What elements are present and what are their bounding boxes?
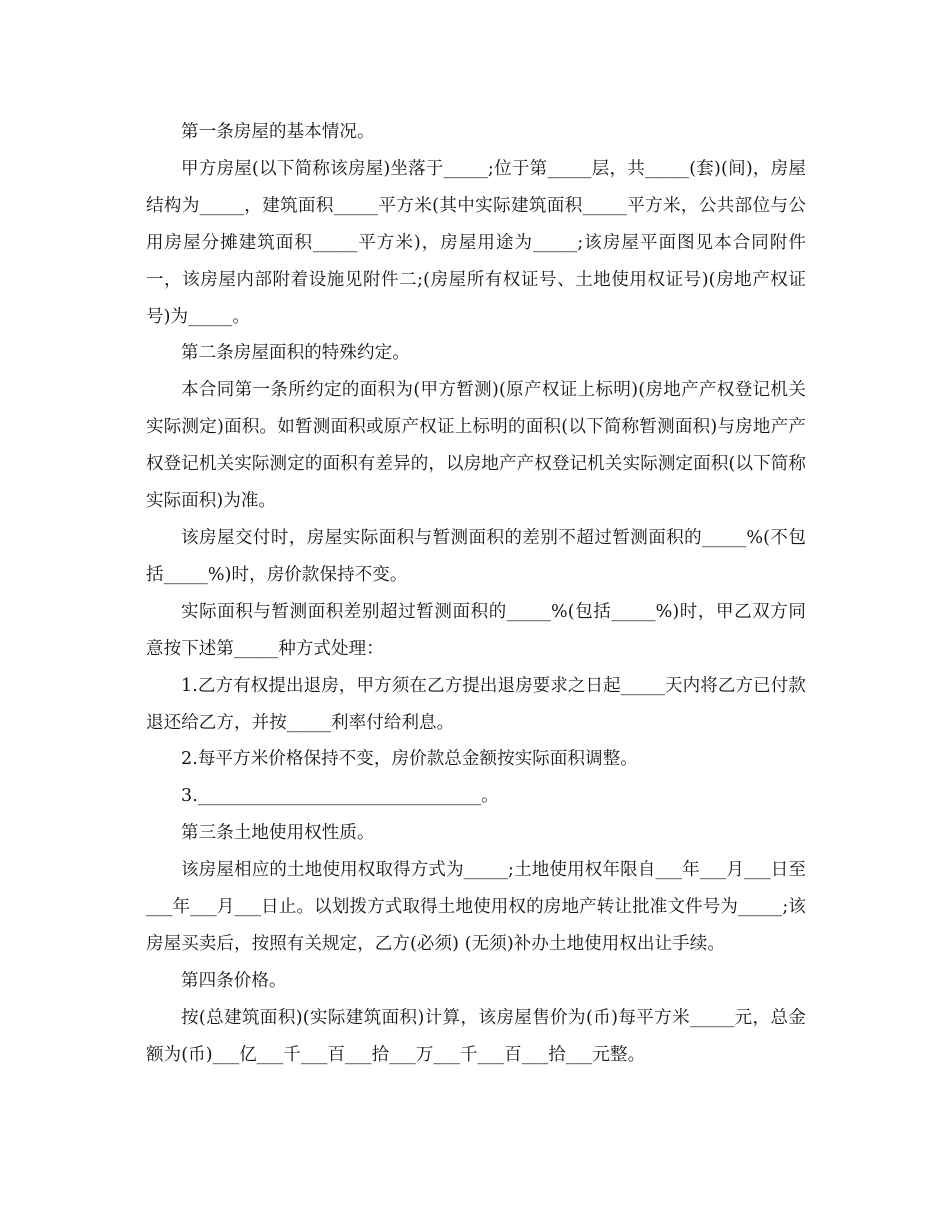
article-3-heading: 第三条土地使用权性质。 — [181, 823, 375, 844]
article-1-heading: 第一条房屋的基本情况。 — [181, 122, 375, 142]
article-2-option-2: 2.每平方米价格保持不变，房价款总金额按实际面积调整。 — [181, 749, 638, 770]
contract-body — [146, 114, 806, 1074]
article-2-heading: 第二条房屋面积的特殊约定。 — [181, 343, 410, 364]
article-4-heading: 第四条价格。 — [181, 970, 287, 991]
article-1-body: 甲方房屋(以下简称该房屋)坐落于_____;位于第_____层，共_____(套)(间)，房屋结构为_____，建筑面积_____平方米(其中实际建筑面积_____平方米，公共部位与公用房屋分摊建筑面积_____平方米)，房屋用途为_____;该房屋平面图见本合同附件一，该房屋内部附着设施见附件二;(房屋所有权证号、土地使用权证号)(房地产权证号)为_____。 — [146, 158, 806, 327]
article-2-option-3: 3.________________________________。 — [181, 786, 499, 807]
article-2-tolerance: 该房屋交付时，房屋实际面积与暂测面积的差别不超过暂测面积的_____%(不包括_____%)时，房价款保持不变。 — [146, 527, 806, 585]
article-2-body: 本合同第一条所约定的面积为(甲方暂测)(原产权证上标明)(房地产产权登记机关实际测定)面积。如暂测面积或原产权证上标明的面积(以下简称暂测面积)与房地产产权登记机关实际测定的面积有差异的，以房地产产权登记机关实际测定面积(以下简称实际面积)为准。 — [146, 380, 806, 512]
article-4-body: 按(总建筑面积)(实际建筑面积)计算，该房屋售价为(币)每平方米_____元，总金额为(币)___亿___千___百___拾___万___千___百___拾___元整。 — [146, 1007, 806, 1065]
article-2-option-1: 1.乙方有权提出退房，甲方须在乙方提出退房要求之日起_____天内将乙方已付款退还给乙方，并按_____利率付给利息。 — [146, 675, 806, 733]
article-3-body: 该房屋相应的土地使用权取得方式为_____;土地使用权年限自___年___月___日至___年___月___日止。以划拨方式取得土地使用权的房地产转让批准文件号为_____;该房屋买卖后，按照有关规定，乙方(必须) (无须)补办土地使用权出让手续。 — [146, 860, 806, 954]
article-2-excess: 实际面积与暂测面积差别超过暂测面积的_____%(包括_____%)时，甲乙双方同意按下述第_____种方式处理： — [146, 601, 806, 659]
